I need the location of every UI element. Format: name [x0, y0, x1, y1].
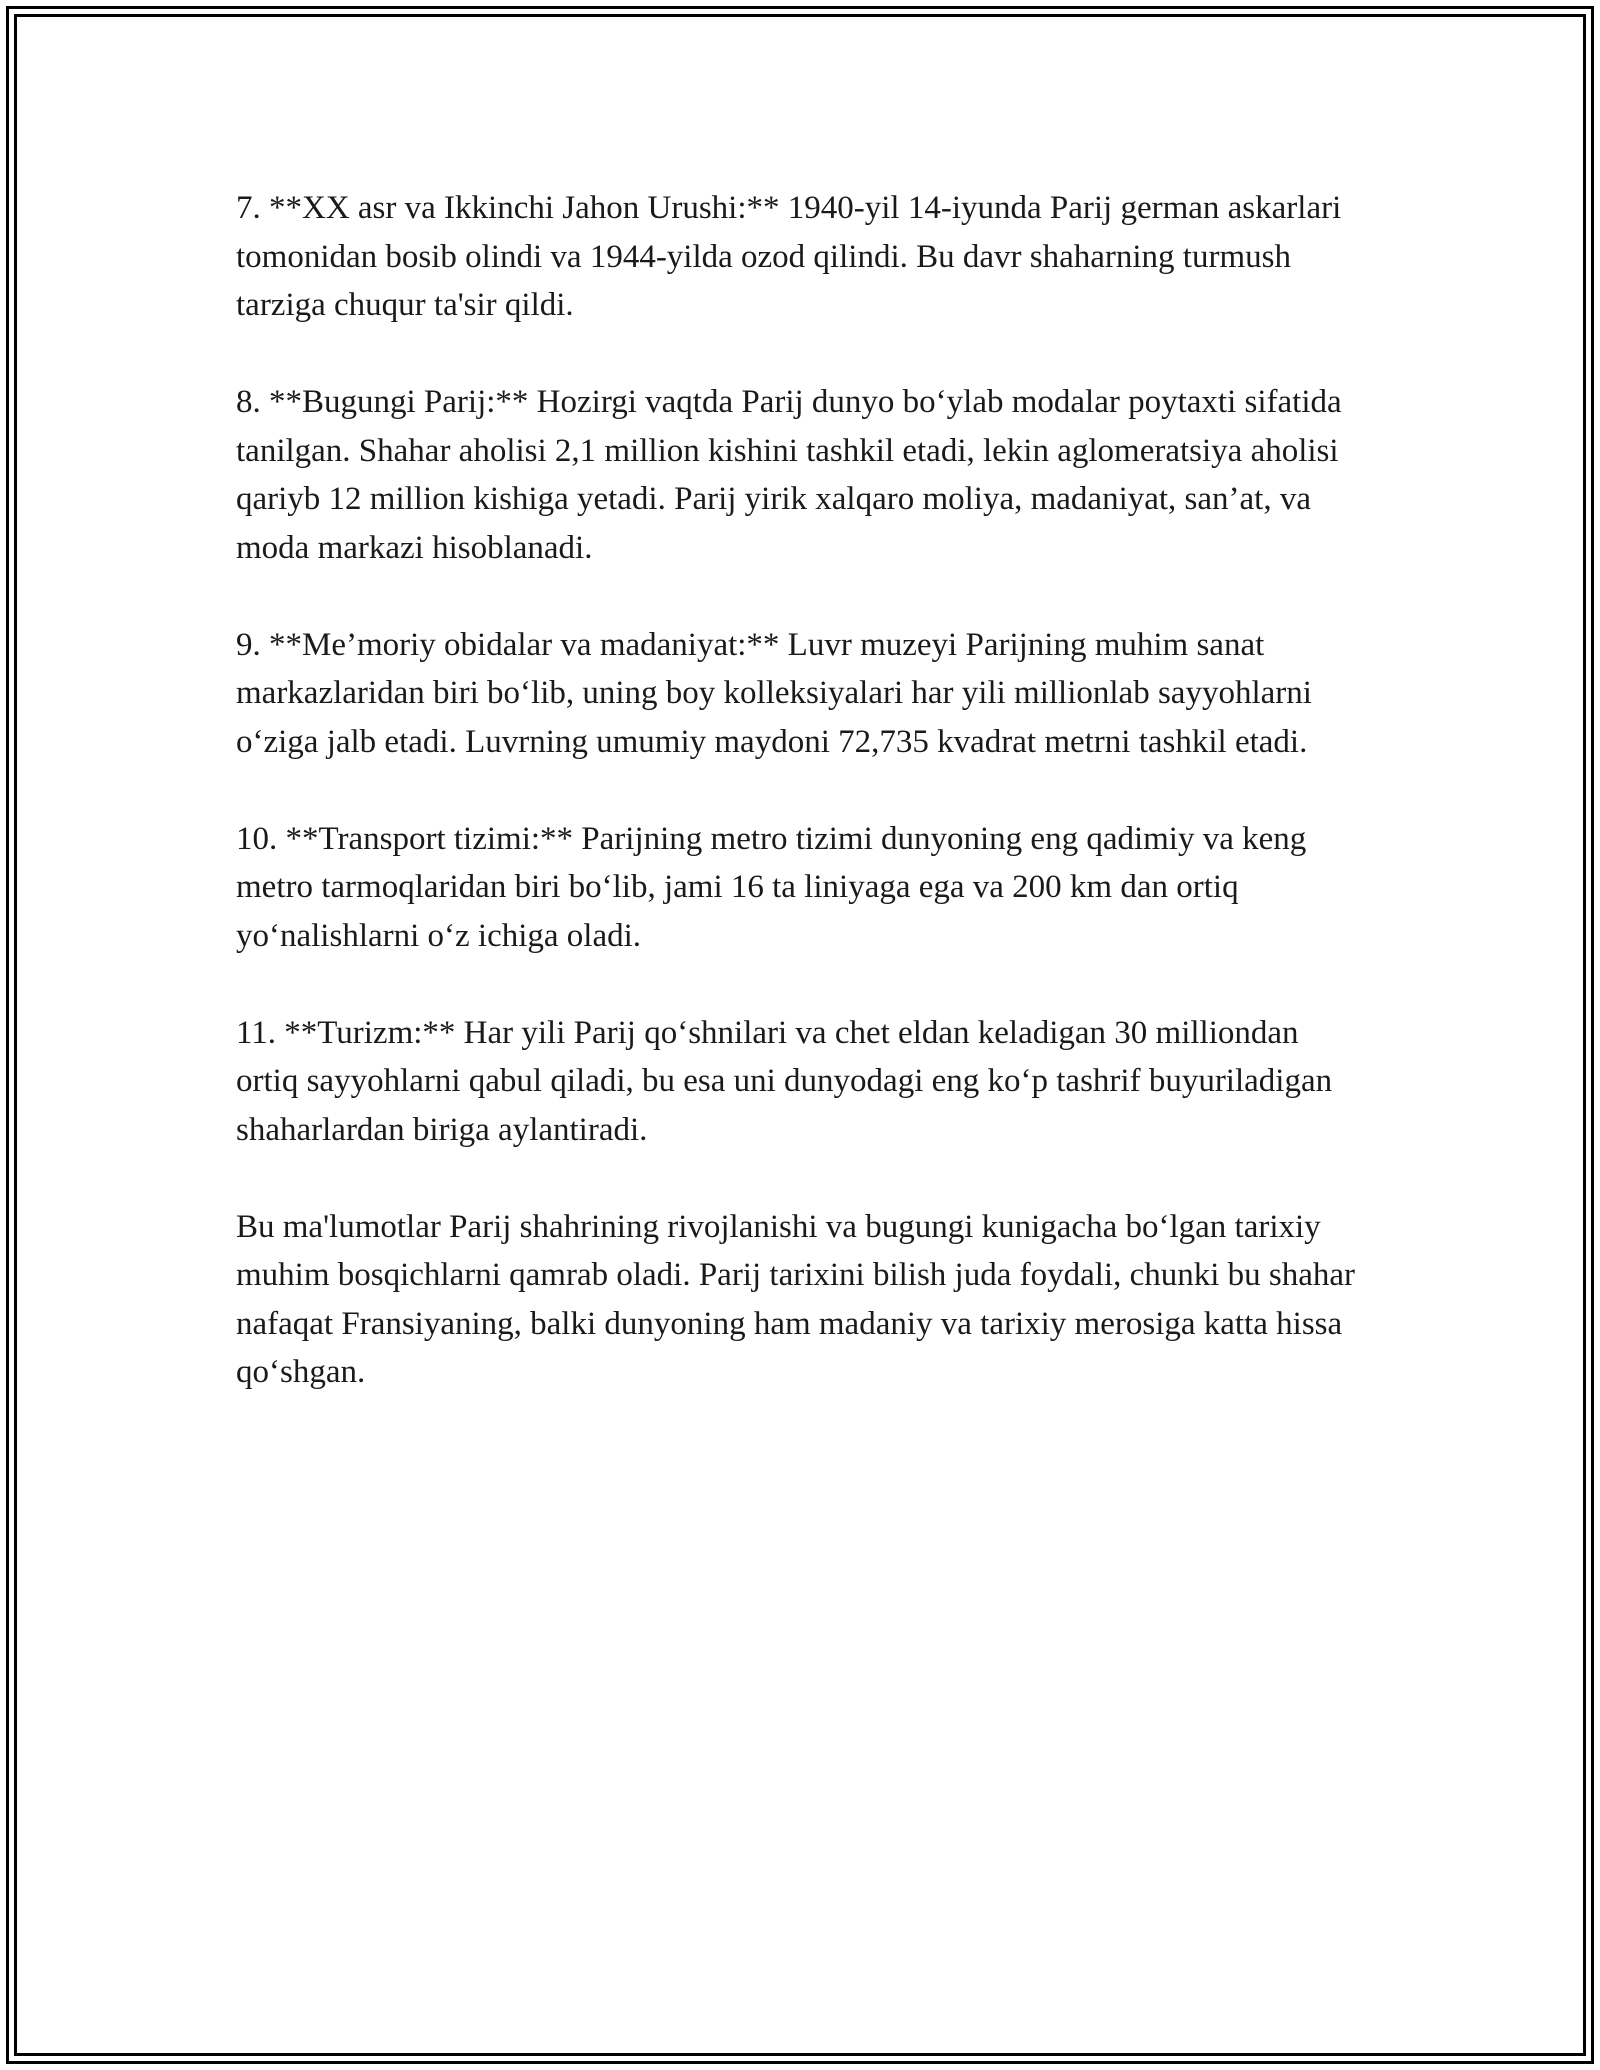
paragraph-tourism: 11. **Turizm:** Har yili Parij qo‘shnilari va chet eldan keladigan 30 milliondan ortiq sayyohlarni qabul qiladi, bu esa uni dunyodagi eng ko‘p tashrif buyuriladigan shaharlardan biriga aylantiradi.	[236, 1014, 1333, 1148]
paragraph-ww2: 7. **XX asr va Ikkinchi Jahon Urushi:** 1940-yil 14-iyunda Parij german askarlari tomonidan bosib olindi va 1944-yilda ozod qilindi. Bu davr shaharning turmush tarziga chuqur ta'sir qildi.	[236, 190, 1342, 323]
paragraph-architecture-culture: 9. **Me’moriy obidalar va madaniyat:** Luvr muzeyi Parijning muhim sanat markazlaridan biri bo‘lib, uning boy kolleksiyalari har yili millionlab sayyohlarni o‘ziga jalb etadi. Luvrning umumiy maydoni 72,735 kvadrat metrni tashkil etadi.	[236, 626, 1312, 760]
document-body	[236, 184, 1366, 1445]
paragraph-modern-paris: 8. **Bugungi Parij:** Hozirgi vaqtda Parij dunyo bo‘ylab modalar poytaxti sifatida tanilgan. Shahar aholisi 2,1 million kishini tashkil etadi, lekin aglomeratsiya aholisi qariyb 12 million kishiga yetadi. Parij yirik xalqaro moliya, madaniyat, san’at, va moda markazi hisoblanadi.	[236, 384, 1342, 566]
paragraph-transport: 10. **Transport tizimi:** Parijning metro tizimi dunyoning eng qadimiy va keng metro tarmoqlaridan biri bo‘lib, jami 16 ta liniyaga ega va 200 km dan ortiq yo‘nalishlarni o‘z ichiga oladi.	[236, 820, 1307, 954]
paragraph-conclusion: Bu ma'lumotlar Parij shahrining rivojlanishi va bugungi kunigacha bo‘lgan tarixiy muhim bosqichlarni qamrab oladi. Parij tarixini bilish juda foydali, chunki bu shahar nafaqat Fransiyaning, balki dunyoning ham madaniy va tarixiy merosiga katta hissa qo‘shgan.	[236, 1208, 1356, 1390]
